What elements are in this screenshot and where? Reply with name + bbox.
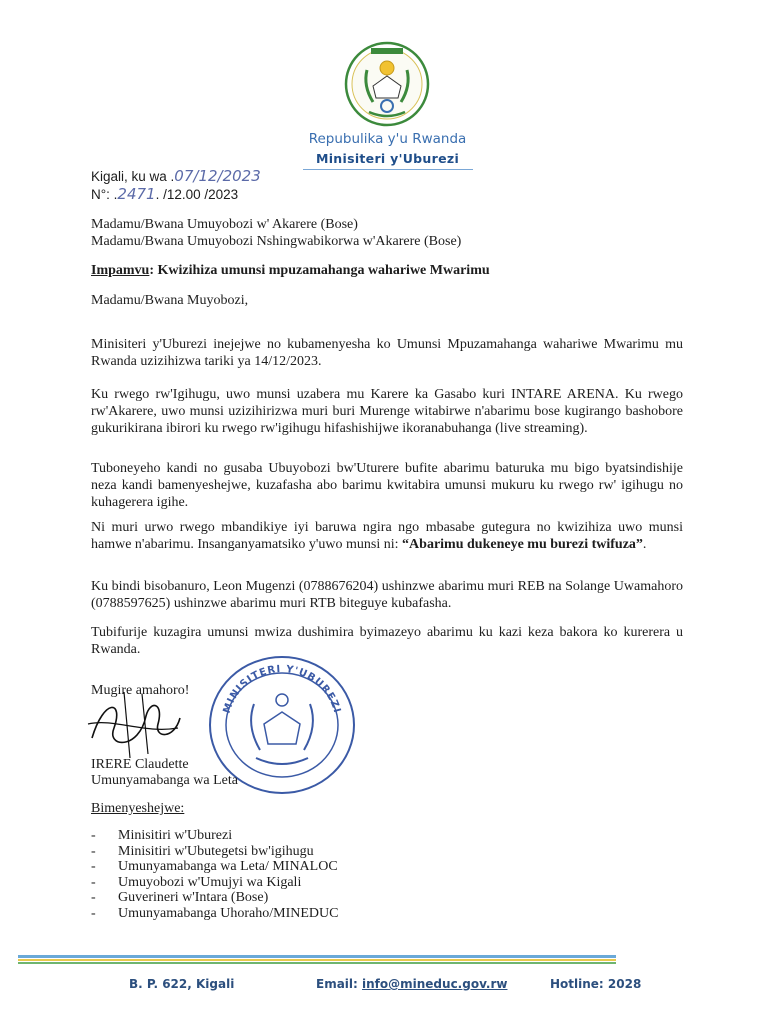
footer-rule-green (18, 962, 616, 964)
paragraph-4-end: . (642, 537, 647, 552)
footer-rule-blue (18, 955, 616, 958)
recipient-2: Madamu/Bwana Umuyobozi Nshingwabikorwa w'Akarere (Bose) (91, 234, 462, 249)
handwritten-number: 2471 (117, 185, 156, 203)
list-item: - Minisitiri w'Uburezi (91, 828, 338, 844)
ministry-name: Minisiteri y'Uburezi (315, 151, 460, 166)
paragraph-5: Ku bindi bisobanuro, Leon Mugenzi (0788676204) ushinzwe abarimu muri REB na Solange Uwamahoro (0788597625) ushinzwe abarimu muri RTB biteguye kubafasha. (91, 579, 683, 611)
footer-email (316, 977, 507, 991)
footer-rule-gold (18, 959, 616, 961)
number-label: N°: . (91, 187, 118, 202)
rwanda-coat-of-arms-icon (343, 40, 431, 128)
salutation: Madamu/Bwana Muyobozi, (91, 293, 249, 308)
header-divider (303, 169, 473, 170)
signatory-name: IRERE Claudette (91, 757, 189, 772)
svg-text:MINISITERI Y'UBUREZI (222, 664, 343, 715)
list-item: - Minisitiri w'Ubutegetsi bw'igihugu (91, 844, 338, 860)
reference-number-line (91, 185, 238, 203)
list-item: - Guverineri w'Intara (Bose) (91, 890, 338, 906)
cc-title: Bimenyeshejwe: (91, 801, 185, 816)
handwritten-signature (84, 688, 184, 760)
theme-quote: “Abarimu dukeneye mu burezi twifuza” (402, 537, 643, 552)
place-label: Kigali, ku wa . (91, 169, 175, 184)
paragraph-3: Tuboneyeho kandi no gusaba Ubuyobozi bw'Uturere bufite abarimu baturuka mu bigo byatsindishije neza kandi bamenyeshejwe, kuzafasha abo barimu kwitabira umunsi mukuru ku rwego rw' igihugu no kuhagerera igihe. (91, 461, 683, 510)
handwritten-date: 07/12/2023 (174, 167, 261, 185)
paragraph-4 (91, 519, 683, 553)
subject-line (91, 263, 490, 279)
footer-hotline: Hotline: 2028 (550, 977, 642, 991)
date-line (91, 167, 261, 185)
paragraph-4-text: Ni muri urwo rwego mbandikiye iyi baruwa ngira ngo mbasabe gutegura no kwizihiza uwo munsi hamwe n'abarimu. Insanganyamatsiko y'uwo munsi ni: (91, 520, 683, 552)
footer-address: B. P. 622, Kigali (129, 977, 235, 991)
email-link[interactable]: info@mineduc.gov.rw (362, 977, 508, 991)
recipient-1: Madamu/Bwana Umuyobozi w' Akarere (Bose) (91, 217, 358, 232)
number-suffix: . /12.00 /2023 (155, 187, 239, 202)
paragraph-6: Tubifurije kuzagira umunsi mwiza dushimira byimazeyo abarimu ku kazi keza bakora ko kurerera u Rwanda. (91, 625, 683, 657)
list-item: - Umunyamabanga Uhoraho/MINEDUC (91, 906, 338, 922)
paragraph-1: Minisiteri y'Uburezi inejejwe no kubamenyesha ko Umunsi Mpuzamahanga wahariwe Mwarimu mu Rwanda uzizihizwa tariki ya 14/12/2023. (91, 337, 683, 369)
paragraph-2: Ku rwego rw'Igihugu, uwo munsi uzabera mu Karere ka Gasabo kuri INTARE ARENA. Ku rwego rw'Akarere, uwo munsi uzizihirizwa muri buri Murenge witabirwe n'abarimu bose kugirango bashobore gukurikirana ibirori ku rwego rw'igihugu hifashishijwe ikoranabuhanga (live streaming). (91, 387, 683, 436)
email-label: Email: (316, 977, 363, 991)
subject-label: Impamvu (91, 263, 150, 278)
country-name: Repubulika y'u Rwanda (308, 131, 467, 147)
cc-list (91, 828, 338, 922)
list-item: - Umunyamabanga wa Leta/ MINALOC (91, 859, 338, 875)
list-item: - Umuyobozi w'Umujyi wa Kigali (91, 875, 338, 891)
subject-text: : Kwizihiza umunsi mpuzamahanga wahariwe Mwarimu (149, 263, 490, 278)
closing: Mugire amahoro! (91, 683, 190, 698)
stamp-text: MINISITERI Y'UBUREZI (221, 663, 343, 715)
signatory-title: Umunyamabanga wa Leta (91, 773, 238, 788)
